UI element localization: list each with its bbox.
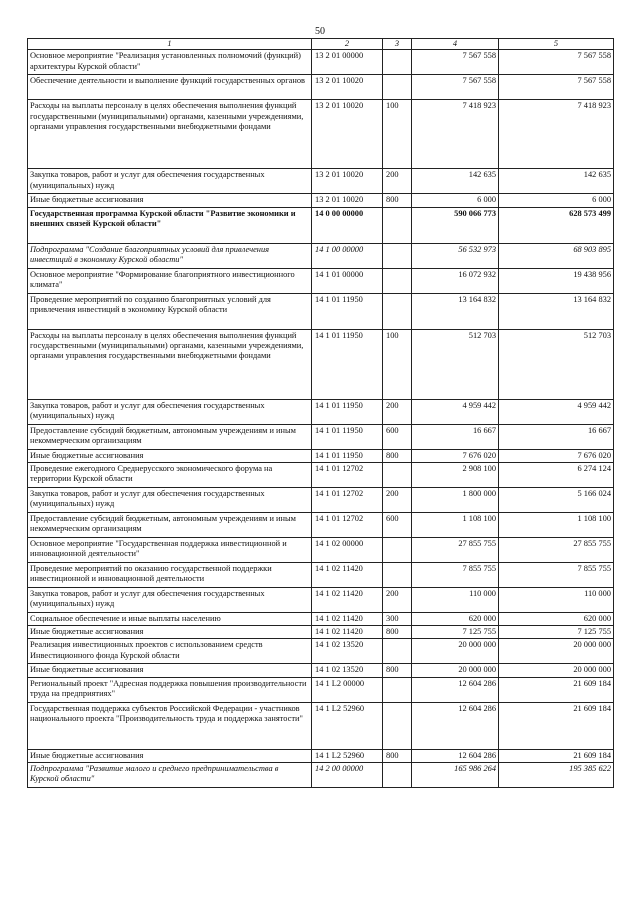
row-code-cell: 14 1 01 00000 xyxy=(312,268,383,293)
row-type-cell xyxy=(383,268,412,293)
row-value-col4-cell: 7 125 755 xyxy=(412,626,499,639)
row-name-cell: Государственная поддержка субъектов Российской Федерации - участников национального проекта "Производительность труда и поддержка занятости" xyxy=(28,702,312,749)
row-value-col4-cell: 7 567 558 xyxy=(412,75,499,100)
row-code-cell: 14 1 L2 52960 xyxy=(312,749,383,762)
table-row xyxy=(28,243,614,268)
row-code-cell: 14 0 00 00000 xyxy=(312,207,383,243)
row-code-cell: 14 1 02 00000 xyxy=(312,537,383,562)
row-value-col5-cell: 20 000 000 xyxy=(499,639,614,664)
row-name-cell: Обеспечение деятельности и выполнение функций государственных органов xyxy=(28,75,312,100)
row-name-cell: Проведение ежегодного Среднерусского экономического форума на территории Курской области xyxy=(28,462,312,487)
table-row xyxy=(28,562,614,587)
row-code-cell: 14 1 01 11950 xyxy=(312,449,383,462)
row-value-col5-cell: 195 385 622 xyxy=(499,762,614,787)
row-name-cell: Проведение мероприятий по созданию благоприятных условий для привлечения инвестиций в экономику Курской области xyxy=(28,293,312,329)
row-value-col5-cell: 5 166 024 xyxy=(499,487,614,512)
row-value-col4-cell: 7 567 558 xyxy=(412,50,499,75)
row-name-cell: Иные бюджетные ассигнования xyxy=(28,626,312,639)
row-type-cell: 300 xyxy=(383,612,412,625)
row-type-cell: 600 xyxy=(383,512,412,537)
row-value-col5-cell: 20 000 000 xyxy=(499,664,614,677)
row-code-cell: 14 1 L2 00000 xyxy=(312,677,383,702)
row-code-cell: 14 1 01 11950 xyxy=(312,424,383,449)
row-type-cell: 600 xyxy=(383,424,412,449)
row-value-col5-cell: 13 164 832 xyxy=(499,293,614,329)
row-value-col4-cell: 12 604 286 xyxy=(412,749,499,762)
table-row xyxy=(28,462,614,487)
row-name-cell: Иные бюджетные ассигнования xyxy=(28,664,312,677)
table-row xyxy=(28,449,614,462)
row-name-cell: Закупка товаров, работ и услуг для обеспечения государственных (муниципальных) нужд xyxy=(28,399,312,424)
row-code-cell: 14 2 00 00000 xyxy=(312,762,383,787)
row-type-cell: 100 xyxy=(383,329,412,399)
row-name-cell: Иные бюджетные ассигнования xyxy=(28,449,312,462)
row-value-col5-cell: 7 567 558 xyxy=(499,50,614,75)
table-row xyxy=(28,50,614,75)
row-value-col4-cell: 4 959 442 xyxy=(412,399,499,424)
row-value-col4-cell: 1 800 000 xyxy=(412,487,499,512)
row-value-col4-cell: 7 418 923 xyxy=(412,100,499,169)
row-value-col5-cell: 1 108 100 xyxy=(499,512,614,537)
row-code-cell: 14 1 01 11950 xyxy=(312,293,383,329)
row-type-cell xyxy=(383,75,412,100)
row-value-col4-cell: 56 532 973 xyxy=(412,243,499,268)
row-value-col5-cell: 142 635 xyxy=(499,169,614,194)
row-name-cell: Реализация инвестиционных проектов с использованием средств Инвестиционного фонда Курской области xyxy=(28,639,312,664)
table-row xyxy=(28,677,614,702)
table-header-row xyxy=(28,39,614,50)
row-value-col4-cell: 512 703 xyxy=(412,329,499,399)
row-value-col5-cell: 7 418 923 xyxy=(499,100,614,169)
row-value-col4-cell: 7 855 755 xyxy=(412,562,499,587)
row-name-cell: Основное мероприятие "Государственная поддержка инвестиционной и инновационной деятельности" xyxy=(28,537,312,562)
row-value-col5-cell: 512 703 xyxy=(499,329,614,399)
row-name-cell: Закупка товаров, работ и услуг для обеспечения государственных (муниципальных) нужд xyxy=(28,587,312,612)
row-type-cell xyxy=(383,207,412,243)
table-row xyxy=(28,399,614,424)
row-name-cell: Предоставление субсидий бюджетным, автономным учреждениям и иным некоммерческим организациям xyxy=(28,424,312,449)
table-row xyxy=(28,207,614,243)
row-value-col4-cell: 110 000 xyxy=(412,587,499,612)
table-row xyxy=(28,100,614,169)
row-code-cell: 13 2 01 10020 xyxy=(312,169,383,194)
row-type-cell xyxy=(383,537,412,562)
row-value-col5-cell: 68 903 895 xyxy=(499,243,614,268)
row-code-cell: 14 1 01 12702 xyxy=(312,462,383,487)
table-row xyxy=(28,762,614,787)
row-code-cell: 14 1 02 11420 xyxy=(312,562,383,587)
row-value-col5-cell: 620 000 xyxy=(499,612,614,625)
table-row xyxy=(28,169,614,194)
row-value-col4-cell: 13 164 832 xyxy=(412,293,499,329)
table-row xyxy=(28,587,614,612)
row-value-col5-cell: 7 125 755 xyxy=(499,626,614,639)
table-row xyxy=(28,639,614,664)
row-type-cell xyxy=(383,243,412,268)
table-row xyxy=(28,329,614,399)
row-type-cell xyxy=(383,677,412,702)
row-type-cell: 100 xyxy=(383,100,412,169)
row-type-cell xyxy=(383,639,412,664)
row-value-col5-cell: 110 000 xyxy=(499,587,614,612)
row-value-col4-cell: 7 676 020 xyxy=(412,449,499,462)
table-row xyxy=(28,293,614,329)
column-header: 2 xyxy=(312,39,383,50)
row-name-cell: Подпрограмма "Развитие малого и среднего предпринимательства в Курской области" xyxy=(28,762,312,787)
row-value-col4-cell: 20 000 000 xyxy=(412,664,499,677)
row-name-cell: Государственная программа Курской области "Развитие экономики и внешних связей Курской области" xyxy=(28,207,312,243)
table-row xyxy=(28,487,614,512)
row-name-cell: Основное мероприятие "Формирование благоприятного инвестиционного климата" xyxy=(28,268,312,293)
row-type-cell xyxy=(383,293,412,329)
column-header: 5 xyxy=(499,39,614,50)
row-value-col4-cell: 620 000 xyxy=(412,612,499,625)
row-value-col4-cell: 12 604 286 xyxy=(412,702,499,749)
page-number: 50 xyxy=(315,26,325,37)
row-code-cell: 14 1 02 11420 xyxy=(312,587,383,612)
table-row xyxy=(28,702,614,749)
row-code-cell: 13 2 01 00000 xyxy=(312,50,383,75)
row-name-cell: Закупка товаров, работ и услуг для обеспечения государственных (муниципальных) нужд xyxy=(28,169,312,194)
row-value-col4-cell: 2 908 100 xyxy=(412,462,499,487)
row-name-cell: Подпрограмма "Создание благоприятных условий для привлечения инвестиций в экономику Курской области" xyxy=(28,243,312,268)
row-name-cell: Региональный проект "Адресная поддержка повышения производительности труда на предприятиях" xyxy=(28,677,312,702)
row-value-col5-cell: 7 676 020 xyxy=(499,449,614,462)
row-name-cell: Закупка товаров, работ и услуг для обеспечения государственных (муниципальных) нужд xyxy=(28,487,312,512)
row-value-col5-cell: 6 274 124 xyxy=(499,462,614,487)
table-row xyxy=(28,424,614,449)
table-row xyxy=(28,612,614,625)
row-value-col4-cell: 590 066 773 xyxy=(412,207,499,243)
table-row xyxy=(28,512,614,537)
row-type-cell: 800 xyxy=(383,664,412,677)
row-value-col4-cell: 20 000 000 xyxy=(412,639,499,664)
column-header: 1 xyxy=(28,39,312,50)
row-value-col4-cell: 1 108 100 xyxy=(412,512,499,537)
row-type-cell: 800 xyxy=(383,626,412,639)
row-value-col5-cell: 628 573 499 xyxy=(499,207,614,243)
row-value-col5-cell: 27 855 755 xyxy=(499,537,614,562)
table-row xyxy=(28,749,614,762)
row-code-cell: 14 1 02 11420 xyxy=(312,626,383,639)
row-name-cell: Предоставление субсидий бюджетным, автономным учреждениям и иным некоммерческим организациям xyxy=(28,512,312,537)
row-code-cell: 13 2 01 10020 xyxy=(312,75,383,100)
row-value-col5-cell: 19 438 956 xyxy=(499,268,614,293)
column-header: 4 xyxy=(412,39,499,50)
row-name-cell: Иные бюджетные ассигнования xyxy=(28,194,312,207)
table-row xyxy=(28,664,614,677)
row-name-cell: Расходы на выплаты персоналу в целях обеспечения выполнения функций государственными (муниципальными) органами, казенными учреждениями, органами управления государственными внебюджетными фондами xyxy=(28,100,312,169)
row-value-col4-cell: 165 986 264 xyxy=(412,762,499,787)
row-code-cell: 13 2 01 10020 xyxy=(312,194,383,207)
row-value-col4-cell: 6 000 xyxy=(412,194,499,207)
row-type-cell: 200 xyxy=(383,587,412,612)
row-value-col5-cell: 7 567 558 xyxy=(499,75,614,100)
row-value-col5-cell: 4 959 442 xyxy=(499,399,614,424)
table-row xyxy=(28,75,614,100)
row-code-cell: 14 1 01 11950 xyxy=(312,329,383,399)
row-type-cell: 800 xyxy=(383,749,412,762)
row-name-cell: Социальное обеспечение и иные выплаты населению xyxy=(28,612,312,625)
row-value-col4-cell: 142 635 xyxy=(412,169,499,194)
row-code-cell: 14 1 01 12702 xyxy=(312,487,383,512)
row-type-cell: 200 xyxy=(383,399,412,424)
row-code-cell: 14 1 02 11420 xyxy=(312,612,383,625)
row-code-cell: 13 2 01 10020 xyxy=(312,100,383,169)
row-value-col5-cell: 7 855 755 xyxy=(499,562,614,587)
row-value-col5-cell: 21 609 184 xyxy=(499,677,614,702)
row-type-cell: 200 xyxy=(383,487,412,512)
row-type-cell xyxy=(383,702,412,749)
table-row xyxy=(28,537,614,562)
budget-table xyxy=(27,38,614,788)
row-value-col4-cell: 27 855 755 xyxy=(412,537,499,562)
row-name-cell: Расходы на выплаты персоналу в целях обеспечения выполнения функций государственными (муниципальными) органами, казенными учреждениями, органами управления государственными внебюджетными фондами xyxy=(28,329,312,399)
row-value-col5-cell: 21 609 184 xyxy=(499,749,614,762)
row-code-cell: 14 1 02 13520 xyxy=(312,639,383,664)
row-type-cell: 200 xyxy=(383,169,412,194)
row-type-cell xyxy=(383,762,412,787)
column-header: 3 xyxy=(383,39,412,50)
row-type-cell xyxy=(383,562,412,587)
row-code-cell: 14 1 00 00000 xyxy=(312,243,383,268)
row-type-cell xyxy=(383,50,412,75)
row-name-cell: Иные бюджетные ассигнования xyxy=(28,749,312,762)
row-type-cell xyxy=(383,462,412,487)
row-value-col5-cell: 6 000 xyxy=(499,194,614,207)
row-name-cell: Основное мероприятие "Реализация установленных полномочий (функций) архитектуры Курской области" xyxy=(28,50,312,75)
row-code-cell: 14 1 02 13520 xyxy=(312,664,383,677)
row-type-cell: 800 xyxy=(383,449,412,462)
row-value-col4-cell: 12 604 286 xyxy=(412,677,499,702)
row-value-col4-cell: 16 667 xyxy=(412,424,499,449)
row-value-col5-cell: 16 667 xyxy=(499,424,614,449)
row-code-cell: 14 1 01 11950 xyxy=(312,399,383,424)
row-code-cell: 14 1 L2 52960 xyxy=(312,702,383,749)
row-name-cell: Проведение мероприятий по оказанию государственной поддержки инвестиционной и инновационной деятельности xyxy=(28,562,312,587)
row-code-cell: 14 1 01 12702 xyxy=(312,512,383,537)
row-value-col4-cell: 16 072 932 xyxy=(412,268,499,293)
row-type-cell: 800 xyxy=(383,194,412,207)
row-value-col5-cell: 21 609 184 xyxy=(499,702,614,749)
table-row xyxy=(28,194,614,207)
table-row xyxy=(28,268,614,293)
table-row xyxy=(28,626,614,639)
